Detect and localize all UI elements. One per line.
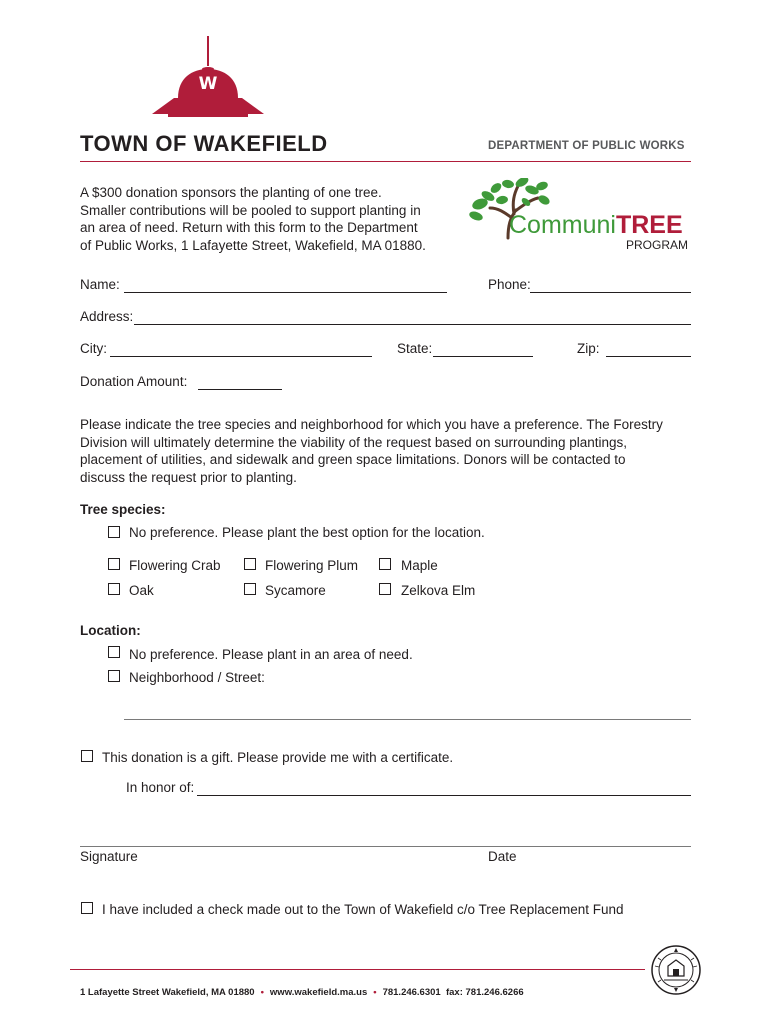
city-label: City: — [80, 341, 107, 356]
location-no-preference-label: No preference. Please plant in an area of need. — [129, 647, 413, 662]
intro-line: Smaller contributions will be pooled to support planting in — [80, 202, 421, 218]
oak-checkbox[interactable] — [108, 583, 120, 595]
town-name: TOWN OF WAKEFIELD — [80, 131, 328, 156]
flowering-crab-checkbox[interactable] — [108, 558, 120, 570]
intro-line: of Public Works, 1 Lafayette Street, Wakefield, MA 01880. — [80, 237, 426, 253]
footer-website[interactable]: www.wakefield.ma.us — [269, 987, 368, 998]
donation-amount-label: Donation Amount: — [80, 374, 188, 389]
department-name: DEPARTMENT OF PUBLIC WORKS — [488, 140, 685, 152]
instructions-line: discuss the request prior to planting. — [80, 469, 297, 485]
flowering-plum-label: Flowering Plum — [265, 558, 359, 573]
in-honor-of-field[interactable] — [197, 795, 691, 796]
location-no-preference-checkbox[interactable] — [108, 646, 120, 658]
address-field[interactable] — [134, 324, 691, 325]
name-label: Name: — [80, 277, 120, 292]
state-label: State: — [397, 341, 433, 356]
neighborhood-label: Neighborhood / Street: — [129, 670, 265, 685]
intro-line: A $300 donation sponsors the planting of one tree. — [80, 185, 382, 200]
zip-field[interactable] — [606, 356, 691, 357]
zelkova-elm-checkbox[interactable] — [379, 583, 391, 595]
state-field[interactable] — [433, 356, 533, 357]
gift-checkbox[interactable] — [81, 750, 93, 762]
footer-fax: fax: 781.246.6266 — [445, 987, 524, 998]
sycamore-label: Sycamore — [265, 583, 326, 598]
footer-phone: 781.246.6301 — [382, 987, 441, 998]
neighborhood-checkbox[interactable] — [108, 670, 120, 682]
footer-divider — [70, 969, 645, 970]
donation-amount-field[interactable] — [198, 389, 282, 390]
town-seal-icon — [650, 944, 702, 996]
program-logo-communi: Communi — [509, 211, 616, 239]
program-logo-text — [509, 211, 683, 240]
gift-label: This donation is a gift. Please provide me with a certificate. — [102, 750, 454, 765]
instructions-line: Division will ultimately determine the viability of the request based on surrounding plantings, — [80, 434, 628, 450]
phone-field[interactable] — [530, 292, 691, 293]
zip-label: Zip: — [577, 341, 600, 356]
check-included-checkbox[interactable] — [81, 902, 93, 914]
date-label: Date — [488, 849, 517, 864]
neighborhood-field[interactable] — [124, 719, 691, 720]
location-heading: Location: — [80, 623, 141, 638]
intro-line: an area of need. Return with this form to the Department — [80, 220, 418, 235]
footer-address: 1 Lafayette Street Wakefield, MA 01880 — [80, 987, 255, 998]
oak-label: Oak — [129, 583, 154, 598]
tree-no-preference-label: No preference. Please plant the best option for the location. — [129, 525, 485, 540]
logo-letter: W — [198, 74, 218, 94]
city-field[interactable] — [110, 356, 372, 357]
in-honor-of-label: In honor of: — [126, 780, 195, 795]
program-logo-program: PROGRAM — [626, 238, 689, 252]
tree-species-heading: Tree species: — [80, 502, 166, 517]
tree-no-preference-checkbox[interactable] — [108, 526, 120, 538]
check-included-label: I have included a check made out to the Town of Wakefield c/o Tree Replacement Fund — [102, 902, 624, 917]
maple-checkbox[interactable] — [379, 558, 391, 570]
maple-label: Maple — [401, 558, 438, 573]
flowering-crab-label: Flowering Crab — [129, 558, 221, 573]
phone-label: Phone: — [488, 277, 531, 292]
sycamore-checkbox[interactable] — [244, 583, 256, 595]
footer-separator: • — [373, 987, 377, 998]
address-label: Address: — [80, 309, 134, 324]
header-divider — [80, 161, 691, 162]
footer-contact — [80, 987, 524, 998]
instructions-line: Please indicate the tree species and neighborhood for which you have a preference. The Forestry — [80, 417, 663, 432]
footer-separator: • — [260, 987, 264, 998]
instructions-line: placement of utilities, and sidewalk and green space limitations. Donors will be contacted to — [80, 452, 626, 467]
intro-text — [80, 184, 426, 254]
zelkova-elm-label: Zelkova Elm — [401, 583, 476, 598]
program-logo-tree: TREE — [615, 211, 683, 239]
instructions-text — [80, 416, 663, 486]
signature-label: Signature — [80, 849, 138, 864]
name-field[interactable] — [124, 292, 447, 293]
signature-field[interactable] — [80, 846, 691, 847]
flowering-plum-checkbox[interactable] — [244, 558, 256, 570]
